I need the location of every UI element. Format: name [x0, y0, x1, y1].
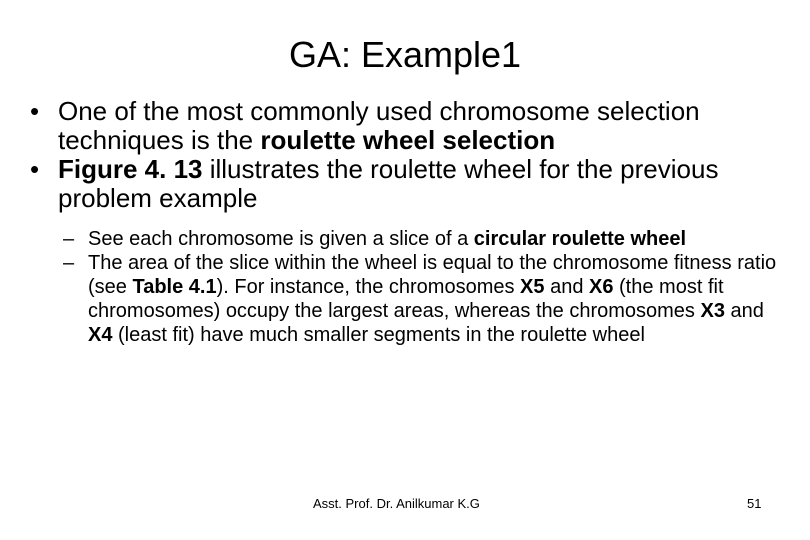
- sub-bullet-marker: –: [63, 252, 75, 274]
- sub-bullet-item: [30, 251, 790, 347]
- slide-content: [30, 97, 790, 347]
- bullet-bold-text: roulette wheel selection: [260, 125, 556, 155]
- table-reference: Table 4.1: [132, 276, 217, 298]
- slide-title: GA: Example1: [288, 34, 522, 75]
- sub-bullet-list: [30, 227, 790, 347]
- sub-bullet-bold-text: circular roulette wheel: [473, 228, 687, 250]
- bullet-text: illustrates the roulette wheel for the previous problem example: [58, 154, 719, 213]
- chromosome-label: X3: [700, 300, 725, 322]
- bullet-marker: •: [30, 96, 40, 126]
- sub-bullet-text: ). For instance, the chromosomes: [216, 276, 521, 298]
- chromosome-label: X6: [589, 276, 614, 298]
- sub-bullet-text: and: [544, 276, 589, 298]
- bullet-text: One of the most commonly used chromosome selection techniques is the: [58, 96, 700, 155]
- bullet-marker: •: [30, 154, 40, 184]
- sub-bullet-text: and: [724, 300, 764, 322]
- chromosome-label: X5: [520, 276, 545, 298]
- sub-bullet-marker: –: [63, 228, 75, 250]
- bullet-item: [30, 155, 790, 213]
- bullet-bold-text: Figure 4. 13: [58, 154, 203, 184]
- bullet-item: [30, 97, 790, 155]
- sub-bullet-text: (least fit) have much smaller segments in the roulette wheel: [112, 324, 645, 346]
- page-number: 51: [747, 496, 762, 511]
- footer-author: Asst. Prof. Dr. Anilkumar K.G: [313, 496, 480, 511]
- sub-bullet-text: See each chromosome is given a slice of a: [88, 228, 474, 250]
- chromosome-label: X4: [88, 324, 113, 346]
- sub-bullet-text: The area of the slice within the wheel is equal to the chromosome fitness ratio (see: [88, 252, 777, 298]
- sub-bullet-item: [30, 227, 790, 251]
- sub-bullet-text: (the most fit chromosomes) occupy the largest areas, whereas the chromosomes: [88, 276, 724, 322]
